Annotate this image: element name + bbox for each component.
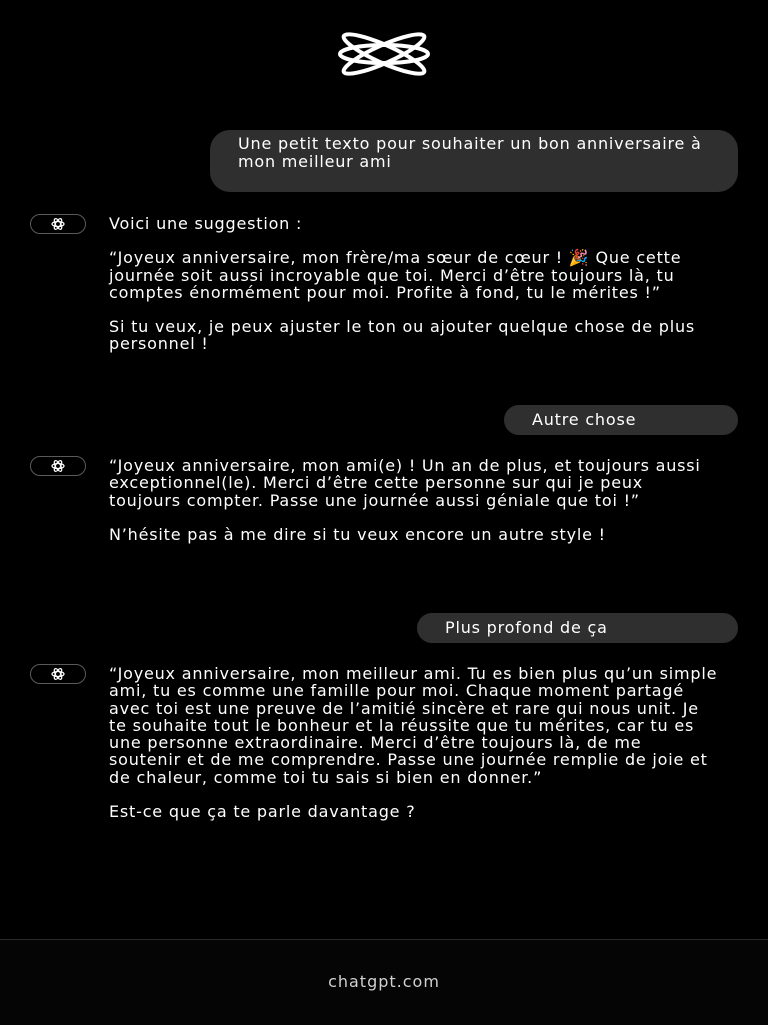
assistant-outro: N’hésite pas à me dire si tu veux encore un autre style ! [109,524,606,544]
assistant-outro: Est-ce que ça te parle davantage ? [109,802,416,822]
assistant-avatar [30,664,86,684]
site-url-link[interactable]: chatgpt.com [328,972,440,991]
user-reply-bubble: Plus profond de ça [417,613,738,643]
user-message-bubble: Une petit texto pour souhaiter un bon anniversaire à mon meilleur ami [210,130,738,192]
footer-bar [0,939,768,1025]
assistant-message [109,665,719,820]
assistant-message [109,215,719,353]
openai-logo-icon [50,666,66,682]
openai-logo-icon [333,32,435,76]
user-reply-bubble: Autre chose [504,405,738,435]
assistant-quote: “Joyeux anniversaire, mon meilleur ami. Tu es bien plus qu’un simple ami, tu es comme une famille pour moi. Chaque moment partagé avec toi est une preuve de l’amitié sincère et rare qui nous unit. Je te souhaite tout le bonheur et la réussite que tu mérites, car tu es une personne extraordinaire. Merci d’être toujours là, de me soutenir et de me comprendre. Passe une journée remplie de joie et de chaleur, comme toi tu sais si bien en donner.” [109,664,718,787]
assistant-message [109,457,719,543]
openai-logo-icon [50,458,66,474]
assistant-avatar [30,456,86,476]
openai-logo-icon [50,216,66,232]
assistant-quote: “Joyeux anniversaire, mon frère/ma sœur de cœur ! 🎉 Que cette journée soit aussi incroyable que toi. Merci d’être toujours là, tu comptes énormément pour moi. Profite à fond, tu le mérites !” [109,248,682,302]
assistant-avatar [30,214,86,234]
assistant-outro: Si tu veux, je peux ajuster le ton ou ajouter quelque chose de plus personnel ! [109,317,696,354]
assistant-intro: Voici une suggestion : [109,214,303,233]
assistant-quote: “Joyeux anniversaire, mon ami(e) ! Un an de plus, et toujours aussi exceptionnel(le). Merci d’être cette personne sur qui je peux toujours compter. Passe une journée aussi géniale que toi !” [109,456,701,510]
